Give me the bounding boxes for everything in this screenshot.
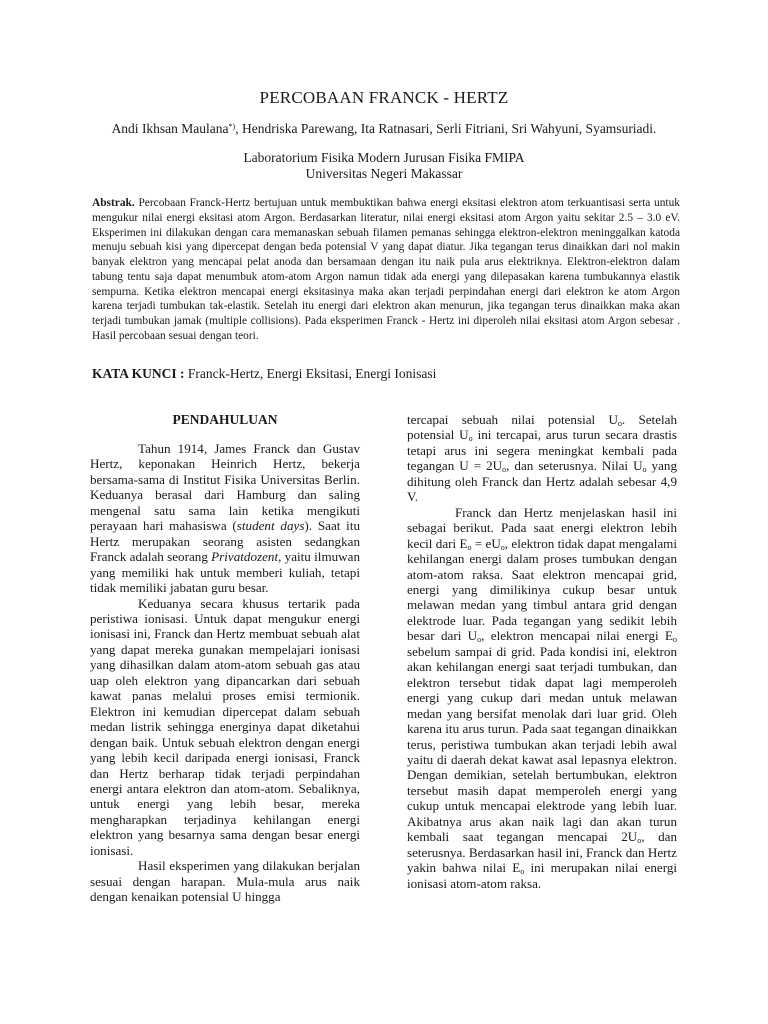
p1-text-b: ). Saat itu Hertz merupakan seorang asisten sedangkan Franck adalah seorang <box>90 518 360 565</box>
p1-italic-student-days: student days <box>236 518 305 534</box>
p4-text-a: tercapai sebuah nilai potensial U <box>407 412 618 427</box>
subscript-o: o <box>467 542 472 552</box>
affiliation-line-2: Universitas Negeri Makassar <box>305 166 463 181</box>
p5-text-e: sebelum sampai di grid. Pada kondisi ini, elektron akan kehilangan energi saat terjadi tumbukan, dan elektron tersebut tidak dapat lagi memperoleh energi yang cukup dari medan untuk melawan medan yang bersifat menolak dari luar grid. Oleh karena itu arus turun. Pada saat tegangan dinaikkan terus, peristiwa tumbukan akan terjadi lebih awal yaitu di daerah dekat kawat asal lepasnya elektron. Dengan demikian, setelah bertumbukan, elektron tersebut masih dapat memperoleh energi yang cukup untuk mencapai elektrode yang lebih luar. Akibatnya arus akan naik lagi dan akan turun kembali saat tegangan mencapai 2U <box>407 643 677 845</box>
p1-text-c: , yaitu ilmuwan yang memiliki hak untuk memberi kuliah, tetapi tidak memiliki jabatan guru besar. <box>90 549 360 596</box>
authors-rest: , Hendriska Parewang, Ita Ratnasari, Serli Fitriani, Sri Wahyuni, Syamsuriadi. <box>235 121 657 136</box>
keywords <box>92 366 680 382</box>
p4-text-c: ini tercapai, arus turun secara drastis tetapi arus ini segera meningkat kembali pada tegangan U = 2U <box>407 427 677 474</box>
subscript-o: o <box>520 867 525 877</box>
p5-text-b: = eU <box>471 535 501 551</box>
affiliation-line-1: Laboratorium Fisika Modern Jurusan Fisika FMIPA <box>243 150 525 165</box>
right-column <box>407 412 677 891</box>
p4-text-d: , dan seterusnya. Nilai U <box>506 458 643 474</box>
subscript-o: o <box>468 434 473 444</box>
abstract-label: Abstrak. <box>92 197 135 209</box>
subscript-o: o <box>477 635 482 645</box>
keywords-text: Franck-Hertz, Energi Eksitasi, Energi Ionisasi <box>184 366 437 381</box>
p4-text-e: yang dihitung oleh Franck dan Hertz adalah sebesar 4,9 V. <box>407 458 677 505</box>
abstract <box>92 196 680 344</box>
subscript-o: o <box>673 635 677 645</box>
author-list <box>0 121 768 137</box>
p5-text-d: , elektron mencapai nilai energi E <box>481 628 673 644</box>
subscript-o: o <box>637 836 642 846</box>
paragraph-1 <box>90 441 360 596</box>
paragraph-2: Keduanya secara khusus tertarik pada peristiwa ionisasi. Untuk dapat mengukur energi ionisasi ini, Franck dan Hertz membuat sebuah alat yang dapat mereka gunakan mempelajari ionisasi yang dihasilkan dalam atom-atom sebuah gas atau uap oleh elektron yang dipancarkan dari sebuah kawat panas melalui proses emisi termionik. Elektron ini kemudian dipercepat dalam sebuah medan listrik sehingga energinya dapat diketahui dengan baik. Untuk sebuah elektron dengan energi yang lebih kecil daripada energi ionisasi, Franck dan Hertz berharap tidak terjadi perpindahan energi antara elektron dan atom-atom. Sebaliknya, untuk energi yang lebih besar, mereka mengharapkan terjadinya kehilangan energi elektron yang besarnya sama dengan besar energi ionisasi. <box>90 595 360 858</box>
left-column <box>90 412 360 905</box>
subscript-o: o <box>642 465 647 475</box>
subscript-o: o <box>500 542 505 552</box>
keywords-label: KATA KUNCI : <box>92 366 185 381</box>
p5-text-f: , dan seterusnya. Berdasarkan hasil ini, Franck dan Hertz yakin bahwa nilai E <box>407 829 677 876</box>
p5-text-a: Franck dan Hertz menjelaskan hasil ini sebagai berikut. Pada saat energi elektron lebih kecil dari E <box>407 504 677 551</box>
p5-text-c: , elektron tidak dapat mengalami kehilangan energi dalam proses tumbukan dengan atom-atom raksa. Saat elektron mencapai grid, energi yang dimilikinya cukup besar untuk melawan medan yang timbul antara grid dengan elektrode luar. Pada tegangan yang sedikit lebih besar dari U <box>407 535 677 644</box>
paragraph-4 <box>407 412 677 505</box>
paragraph-5 <box>407 505 677 891</box>
paragraph-3: Hasil eksperimen yang dilakukan berjalan sesuai dengan harapan. Mula-mula arus naik dengan kenaikan potensial U hingga <box>90 858 360 905</box>
section-heading: PENDAHULUAN <box>172 412 278 427</box>
author-mark: *) <box>228 122 236 131</box>
p5-text-g: ini merupakan nilai energi ionisasi atom-atom raksa. <box>407 860 677 891</box>
p1-italic-privatdozent: Privatdozent <box>211 549 279 565</box>
affiliation <box>0 150 768 182</box>
abstract-text: Percobaan Franck-Hertz bertujuan untuk membuktikan bahwa energi eksitasi elektron atom terkuantisasi serta untuk mengukur nilai energi eksitasi atom Argon. Berdasarkan literatur, nilai energi eksitasi atom Argon yaitu sekitar 2.5 – 3.0 eV. Eksperimen ini dilakukan dengan cara memanaskan sebuah filamen pemanas sehingga elektron-elektron meninggalkan katoda menuju sebuah kisi yang dipercepat dengan beda potensial V yang dapat diatur. Jika tegangan terus dinaikkan dari nol makin banyak elektron yang mencapai pelat anoda dan bersamaan dengan itu naik pula arus elektriknya. Elektron-elektron dalam tabung tentu saja dapat menumbuk atom-atom Argon namun tidak ada energi yang dilepasakan karena tumbukannya elastik sempurna. Ketika elektron mencapai energi eksitasinya maka akan terjadi perpindahan energi dari elektron ke atom Argon karena terjadi tumbukan tak-elastik. Setelah itu energi dari elektron akan menurun, jika tegangan terus dinaikkan maka akan terjadi tumbukan jamak (multiple collisions). Pada eksperimen Franck - Hertz ini diperoleh nilai eksitasi atom Argon sebesar . Hasil percobaan sesuai dengan teori. <box>92 197 680 342</box>
subscript-o: o <box>617 419 622 428</box>
p1-text-a: Tahun 1914, James Franck dan Gustav Hertz, keponakan Heinrich Hertz, bekerja bersama-sama di Institut Fisika Universitas Berlin. Keduanya berasal dari Hamburg dan saling mengenal satu sama lain ketika mengikuti perayaan hari mahasiswa ( <box>90 441 360 534</box>
author-first: Andi Ikhsan Maulana <box>111 121 229 136</box>
subscript-o: o <box>502 465 507 475</box>
p4-text-b: . Setelah potensial U <box>407 412 677 443</box>
paper-title: PERCOBAAN FRANCK - HERTZ <box>259 88 509 107</box>
